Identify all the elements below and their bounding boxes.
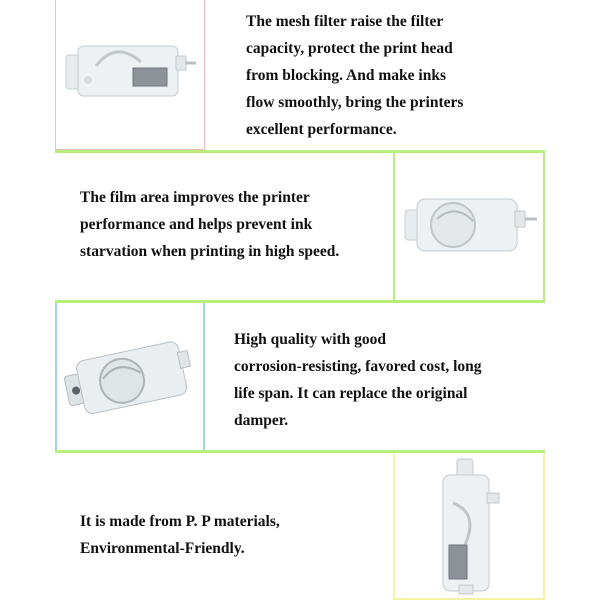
text-line: damper. [234,412,289,429]
text-line: life span. It can replace the original [234,385,468,402]
damper-photo-2 [393,153,545,300]
damper-photo-3 [55,303,205,450]
text-line: excellent performance. [246,121,397,138]
text-line: performance and helps prevent ink [80,216,313,233]
section-3-text [234,326,482,434]
text-line: from blocking. And make inks [246,67,446,84]
damper-image-2 [395,153,543,298]
damper-image-4 [395,453,543,596]
section-1-text [246,8,463,143]
text-line: starvation when printing in high speed. [80,243,340,260]
text-line: corrosion-resisting, favored cost, long [234,358,482,375]
damper-photo-1 [55,0,205,150]
text-line: It is made from P. P materials, [80,513,280,530]
damper-image-1 [56,0,204,148]
text-line: capacity, protect the print head [246,40,453,57]
text-line: The mesh filter raise the filter [246,13,444,30]
damper-photo-4 [393,453,545,600]
section-2-text [80,184,339,265]
text-line: High quality with good [234,331,387,348]
section-4-text [80,508,280,562]
text-line: The film area improves the printer [80,189,310,206]
damper-image-3 [57,303,203,448]
text-line: Environmental-Friendly. [80,540,245,557]
text-line: flow smoothly, bring the printers [246,94,464,111]
